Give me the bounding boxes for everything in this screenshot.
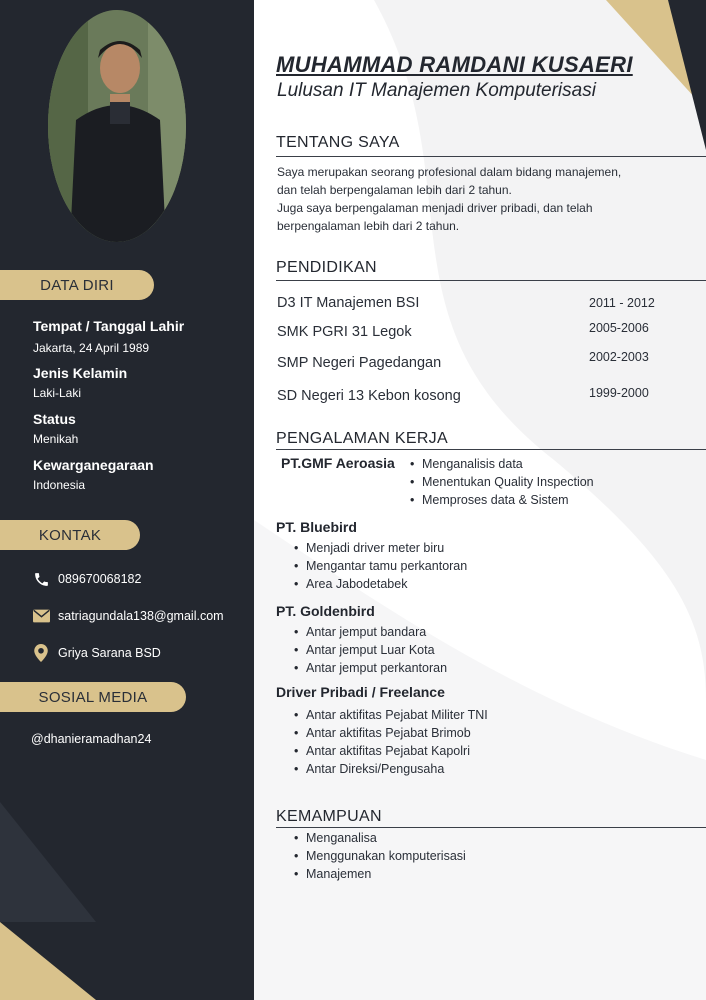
sosial-media-header	[0, 682, 186, 712]
list-item: • Memproses data & Sistem	[410, 491, 594, 509]
kontak-title: KONTAK	[38, 526, 102, 544]
profile-photo	[48, 10, 186, 242]
full-name: MUHAMMAD RAMDANI KUSAERI	[276, 52, 633, 77]
list-item: • Menjadi driver meter biru	[294, 539, 467, 557]
education-name: SD Negeri 13 Kebon kosong	[277, 388, 461, 404]
list-item: • Menggunakan komputerisasi	[294, 847, 466, 865]
education-year: 1999-2000	[589, 386, 649, 400]
list-item: • Manajemen	[294, 865, 466, 883]
about-divider	[276, 156, 706, 157]
sosial-media-title: SOSIAL MEDIA	[38, 688, 148, 706]
nationality-value: Indonesia	[33, 478, 86, 492]
education-title: PENDIDIKAN	[276, 259, 377, 276]
data-diri-title: DATA DIRI	[40, 276, 114, 294]
job-company: PT.GMF Aeroasia	[281, 455, 395, 471]
education-year: 2011 - 2012	[589, 296, 655, 310]
job-company: PT. Goldenbird	[276, 603, 375, 619]
education-name: D3 IT Manajemen BSI	[277, 295, 420, 311]
list-item: • Antar jemput bandara	[294, 623, 447, 641]
job-subtitle: Lulusan IT Manajemen Komputerisasi	[277, 80, 596, 101]
corner-dark-triangle	[668, 0, 706, 150]
email-value: satriagundala138@gmail.com	[58, 609, 224, 623]
sidebar	[0, 0, 254, 1000]
job-tasks	[294, 623, 447, 677]
skills-title: KEMAMPUAN	[276, 808, 382, 825]
experience-divider	[276, 449, 706, 450]
experience-title: PENGALAMAN KERJA	[276, 430, 448, 447]
location-pin-icon	[32, 644, 50, 662]
phone-value: 089670068182	[58, 572, 142, 586]
gender-label: Jenis Kelamin	[33, 365, 128, 381]
sidebar-dark-triangle	[0, 802, 96, 922]
sidebar-gold-triangle	[0, 922, 96, 1000]
birth-value: Jakarta, 24 April 1989	[33, 341, 150, 355]
gender-value: Laki-Laki	[33, 386, 82, 400]
phone-icon	[32, 570, 50, 588]
data-diri-header	[0, 270, 154, 300]
list-item: • Area Jabodetabek	[294, 575, 467, 593]
education-year: 2005-2006	[589, 321, 649, 335]
status-label: Status	[33, 411, 76, 427]
list-item: • Menentukan Quality Inspection	[410, 473, 594, 491]
about-line: Juga saya berpengalaman menjadi driver pribadi, dan telah	[277, 201, 593, 215]
contact-phone[interactable]	[32, 570, 141, 588]
list-item: • Menganalisis data	[410, 455, 594, 473]
kontak-header	[0, 520, 140, 550]
job-company: PT. Bluebird	[276, 519, 357, 535]
list-item: • Antar aktifitas Pejabat Kapolri	[294, 742, 488, 760]
education-name: SMP Negeri Pagedangan	[277, 355, 442, 371]
skills-list	[294, 829, 466, 883]
job-tasks	[294, 706, 488, 778]
about-title: TENTANG SAYA	[276, 134, 400, 151]
job-tasks	[294, 539, 467, 593]
job-tasks	[410, 455, 594, 509]
list-item: • Antar jemput perkantoran	[294, 659, 447, 677]
about-text	[277, 163, 687, 235]
education-name: SMK PGRI 31 Legok	[277, 324, 412, 340]
list-item: • Antar aktifitas Pejabat Brimob	[294, 724, 488, 742]
about-line: Saya merupakan seorang profesional dalam bidang manajemen,	[277, 165, 622, 179]
list-item: • Antar Direksi/Pengusaha	[294, 760, 488, 778]
address-value: Griya Sarana BSD	[58, 646, 161, 660]
status-value: Menikah	[33, 432, 79, 446]
mail-icon	[32, 607, 50, 625]
about-line: berpengalaman lebih dari 2 tahun.	[277, 219, 460, 233]
list-item: • Antar jemput Luar Kota	[294, 641, 447, 659]
job-company: Driver Pribadi / Freelance	[276, 684, 445, 700]
education-year: 2002-2003	[589, 350, 649, 364]
nationality-label: Kewarganegaraan	[33, 457, 154, 473]
list-item: • Antar aktifitas Pejabat Militer TNI	[294, 706, 488, 724]
contact-address	[32, 644, 161, 662]
list-item: • Menganalisa	[294, 829, 466, 847]
birth-label: Tempat / Tanggal Lahir	[33, 318, 185, 334]
contact-email[interactable]	[32, 607, 224, 625]
list-item: • Mengantar tamu perkantoran	[294, 557, 467, 575]
about-line: dan telah berpengalaman lebih dari 2 tahun.	[277, 183, 512, 197]
social-handle[interactable]: @dhanieramadhan24	[31, 732, 152, 746]
skills-divider	[276, 827, 706, 828]
education-divider	[276, 280, 706, 281]
